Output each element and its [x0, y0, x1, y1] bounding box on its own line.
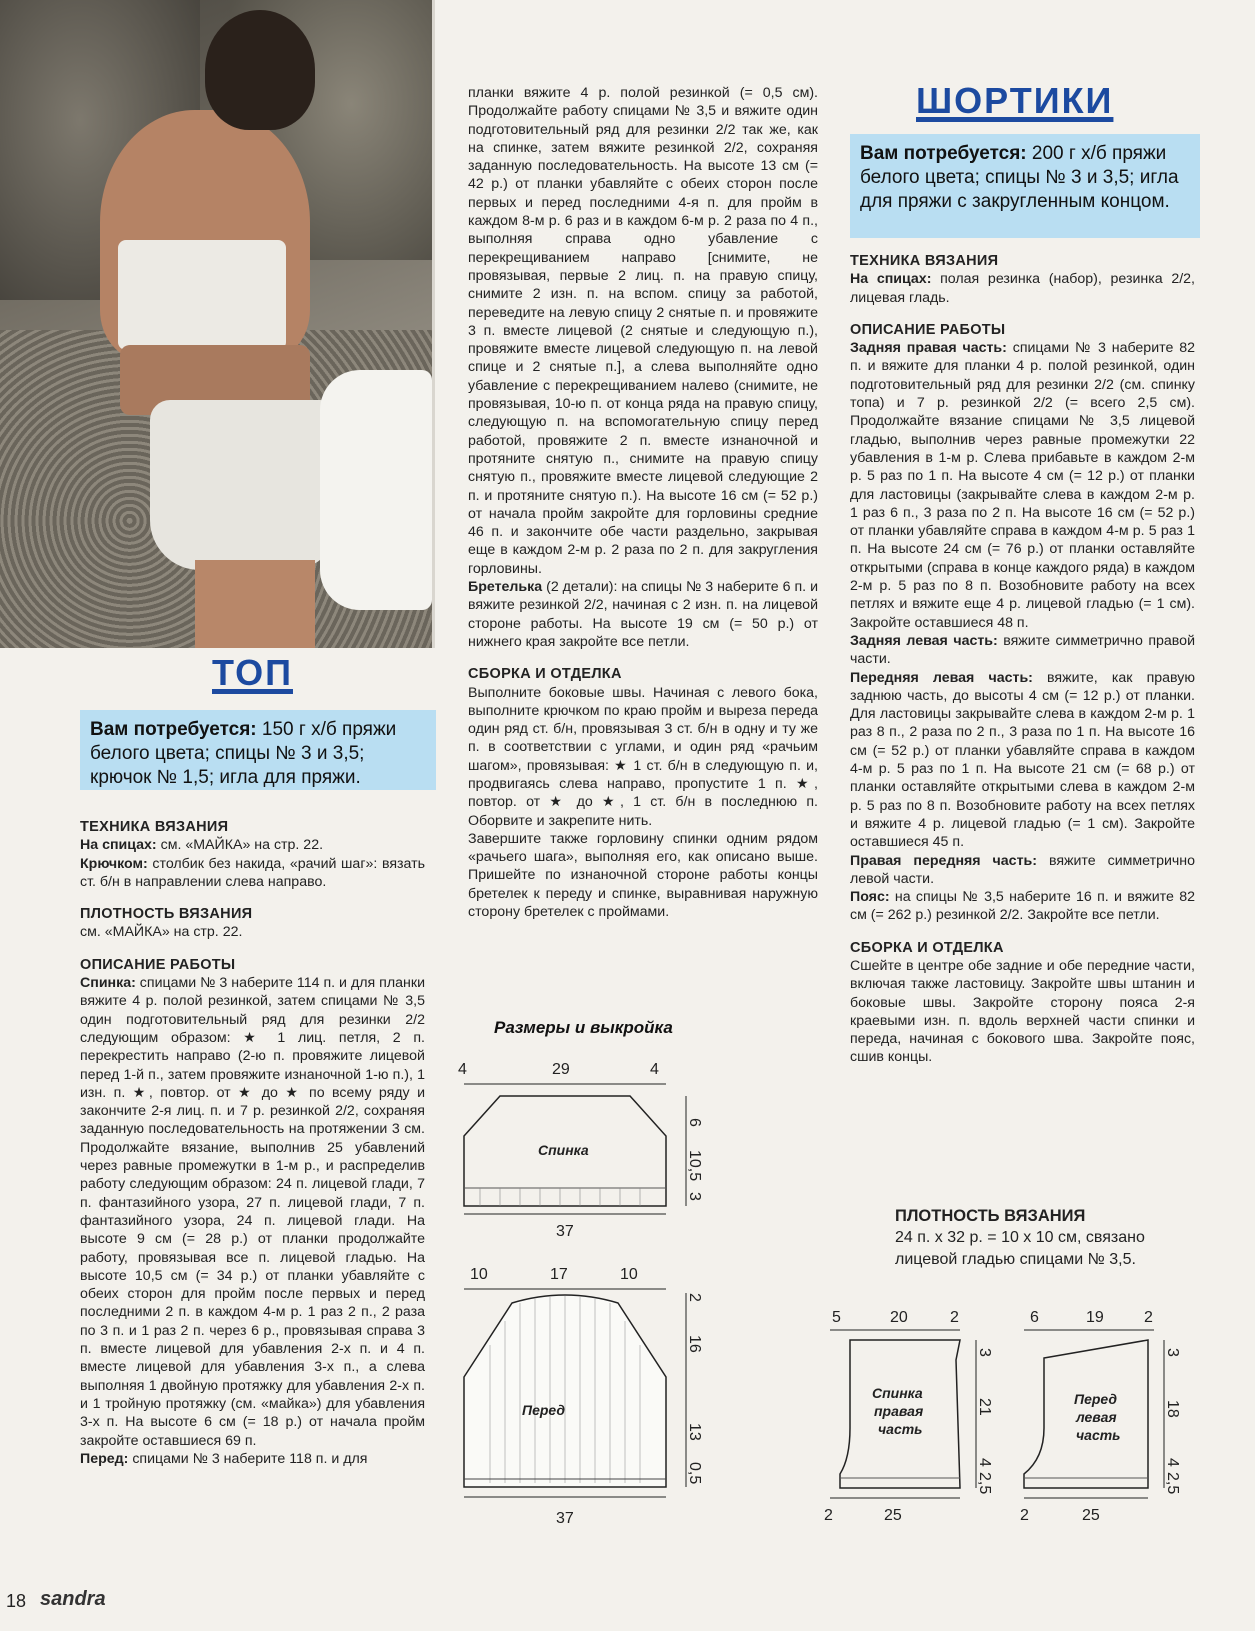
- top-assembly-text-2: Завершите также горловину спинки одним рядом «рачьего шага», выполняя его, как описано выше. Пришейте по изнаночной стороне работы концы бретелек к переду и спинке, выравнивая наружную сторону бретелек с проймами.: [468, 830, 818, 921]
- top-strap-paragraph: Бретелька (2 детали): на спицы № 3 наберите 6 п. и вяжите резинкой 2/2, начиная с 2 изн. п. на лицевой стороне работы. На высоте 19 см (= 50 р.) от нижнего края закройте все петли.: [468, 579, 818, 650]
- dim-top-b: 20: [890, 1309, 908, 1326]
- page-number: 18: [6, 1591, 27, 1611]
- top-assembly-heading: СБОРКА И ОТДЕЛКА: [468, 666, 622, 683]
- shorts-density: [895, 1205, 1195, 1271]
- shorts-needs-text: 200 г х/б пряжи белого цвета; спицы № 3 и 3,5; игла для пряжи с закругленным концом.: [860, 143, 1179, 212]
- front-diagram-label: Перед: [522, 1402, 566, 1418]
- dim-side-a: 6: [686, 1118, 703, 1127]
- dim-top-right: 10: [620, 1266, 638, 1283]
- back-label-1: Спинка: [872, 1385, 923, 1401]
- dim-side-d: 2,5: [1164, 1472, 1181, 1495]
- dim-bottom: 37: [556, 1223, 574, 1240]
- shorts-needs-label: Вам потребуется:: [860, 143, 1027, 164]
- top-density-text: см. «МАЙКА» на стр. 22.: [80, 924, 243, 941]
- top-front-diagram: [450, 1265, 710, 1555]
- dim-side-a: 3: [976, 1348, 993, 1357]
- shorts-back-right: Задняя правая часть: спицами № 3 наберите 82 п. и вяжите для планки 4 р. полой резинкой, один подготовительный ряд для резинки 2/2 (см. спинку топа) и 7 р. резинкой 2/2 (= всего 2,5 см). Продолжайте вязание спицами № 3,5 лицевой гладью, выполнив через равные промежутки 22 убавления в 1-м р. Слева прибавьте в каждом 2-м р. 5 раз по 1 п. На высоте 4 см (= 12 р.) от планки для ластовицы (закрывайте слева в каждом 2-м р. 1 раз 6 п., 3 раза по 2 п. На высоте 16 см (= 52 р.) от планки убавляйте справа в каждом 4-м р. 5 раз 1 п. На высоте 24 см (= 76 р.) от планки оставляйте открытыми (справа в конце каждого ряда) в каждом 2-м р. 5 раз по 8 п. Возобновите работу на всех петлях и вяжите еще 4 р. лицевой гладью (= 1 см). Закройте оставшиеся 48 п.: [850, 340, 1195, 631]
- dim-side-c: 3: [686, 1192, 703, 1201]
- front-label-1: Перед: [1074, 1391, 1118, 1407]
- dim-side-c: 13: [686, 1423, 703, 1441]
- magazine-brand: sandra: [40, 1588, 106, 1610]
- dim-side-b: 21: [976, 1398, 993, 1416]
- dim-top-a: 6: [1030, 1309, 1039, 1326]
- dim-bottom-a: 2: [1020, 1507, 1029, 1524]
- dim-top-c: 2: [1144, 1309, 1153, 1326]
- dim-top-right: 4: [650, 1061, 659, 1078]
- dim-bottom: 37: [556, 1510, 574, 1527]
- top-back-diagram: [450, 1060, 710, 1240]
- shorts-front-left: Передняя левая часть: вяжите, как правую заднюю часть, до высоты 4 см (= 12 р.) от планки. Для ластовицы закрывайте слева в каждом 2-м р. 1 раз 8 п., 2 раза по 2 п., 3 раза по 1 п. На высоте 16 см (= 52 р.) от планки убавляйте справа в каждом 4-м р. 5 раз по 1 п. На высоте 21 см (= 68 р.) от планки оставляйте открытыми слева в каждом 2-м р. 5 раз по 8 п. Возобновите работу на всех петлях и вяжите 4 р. лицевой гладью (= 1 см). Закройте оставшиеся 45 п.: [850, 669, 1195, 851]
- dim-side-a: 3: [1164, 1348, 1181, 1357]
- dim-side-c: 4: [976, 1458, 993, 1467]
- dim-bottom-a: 2: [824, 1507, 833, 1524]
- model-photo: [0, 0, 432, 648]
- top-materials-box: [80, 710, 436, 790]
- top-back-paragraph: Спинка: спицами № 3 наберите 114 п. и для планки вяжите 4 р. полой резинкой, затем спицами № 3,5 один подготовительный ряд для резинки 2/2 следующим образом: ★ 1 лиц. петля, 2 п. перекрестить направо (2-ю п. провяжите лицевой перед 1-й п., затем провяжите изнаночной 1-ю п.), 1 изн. п. ★, повтор. от ★ до ★ по всему ряду и закончите 2-я лиц. п. и 7 р. резинкой 2/2, сохраняя заданную последовательность на протяжении 3 см. Продолжайте вязание, выполнив 25 убавлений через равные промежутки в 1-м р., и распределив работу следующим образом: 24 п. лицевой глади, 7 п. фантазийного узора, 27 п. лицевой глади, 7 п. фантазийного узора, 24 п. лицевой глади. На высоте 9 см (= 28 р.) от планки продолжайте работу, провязывая все п. лицевой гладью. На высоте 10,5 см (= 34 р.) от планки убавляйте с обеих сторон для пройм после первых и перед последними 2 п. в каждом 4-м р. 1 раз 2 п., 2 раза по 3 п. и 1 раз 2 п. через 6 р., провязывая справа 3 п. вместе лицевой для убавления 2-х п. и 4 п. вместе лицевой для убавления 3-х п., а слева выполняя 1 двойную протяжку для убавления 2-х п. и 1 тройную протяжку (см. «майка») для убавления 3-х п. На высоте 6 см (= 18 р.) от начала пройм закройте оставшиеся 69 п.: [80, 975, 425, 1449]
- dim-top-mid: 17: [550, 1266, 568, 1283]
- shorts-density-text: 24 п. х 32 р. = 10 х 10 см, связано лицевой гладью спицами № 3,5.: [895, 1229, 1145, 1268]
- front-label-2: левая: [1076, 1409, 1117, 1425]
- dim-side-b: 18: [1164, 1400, 1181, 1418]
- dim-side-d: 2,5: [976, 1472, 993, 1495]
- shorts-assembly-text: Сшейте в центре обе задние и обе передние части, включая также ластовицу. Закройте швы штанин и боковые швы. Закройте сторону пояса 2-я краевыми изн. п. вдоль верхней части спинки и переда, начиная с бокового шва. Закройте пояс, сшив концы.: [850, 957, 1195, 1066]
- shorts-desc-heading: ОПИСАНИЕ РАБОТЫ: [850, 321, 1006, 338]
- top-needs-text: 150 г х/б пряжи белого цвета; спицы № 3 и 3,5; крючок № 1,5; игла для пряжи.: [90, 719, 397, 788]
- top-tech-hook: Крючком: столбик без накида, «рачий шаг»: вязать ст. б/н в направлении слева направо.: [80, 855, 425, 890]
- shorts-belt: Пояс: на спицы № 3,5 наберите 16 п. и вяжите 82 см (= 262 р.) резинкой 2/2. Закройте все петли.: [850, 889, 1195, 924]
- top-front-continued: планки вяжите 4 р. полой резинкой (= 0,5 см). Продолжайте работу спицами № 3,5 и вяжите один подготовительный ряд для резинки 2/2 так же, как на спинке, затем вяжите резинкой 2/2, сохраняя заданную последовательность. На высоте 13 см (= 42 р.) от планки убавляйте с обеих сторон после первых и перед последними 4-я п. для пройм в каждом 8-м р. 6 раз и в каждом 6-м р. 2 раза по 4 п., выполняя справа одно убавление с перекрещиванием направо [снимите, не провязывая, первые 2 лиц. п. на правую спицу, снимите 2 изн. п. на вспом. спицу за работой, переведите на левую спицу 2 снятые п. и провяжите 3 п. вместе лицевой (2 снятые и следующую п.), провяжите вместе лицевой следующую п. на левой спице и 2 снятые п.], а слева выполняйте одно убавление с перекрещиванием налево (снимите, не провязывая, 10-ю п. от конца ряда на правую спицу, следующую п. на вспомогательную спицу перед работой, провяжите 2 п. вместе изнаночной и протяните снятую п., снимите на правую спицу снятую п., провяжите вместе лицевой следующие 2 п. и протяните снятую п.). На высоте 16 см (= 52 р.) от начала пройм закройте для горловины средние 46 п. и закончите обе части раздельно, закрывая еще в каждом 2-м р. 2 раза по 2 п. для закругления горловины.: [468, 85, 818, 577]
- top-left-column: [80, 818, 425, 1468]
- photo-divider: [432, 0, 435, 648]
- dim-bottom-b: 25: [884, 1507, 902, 1524]
- shorts-materials-box: [850, 134, 1200, 238]
- top-assembly-text: Выполните боковые швы. Начиная с левого бока, выполните крючком по краю пройм и выреза переда один ряд ст. б/н, провязывая 3 ст. б/н в одну и ту же п. в соответствии с углами, и один ряд «рачьим шагом», провязывая: ★ 1 ст. б/н в следующую п. и, продвигаясь слева направо, пропустите 1 п. ★, повтор. от ★ до ★, 1 ст. б/н в последнюю п. Оборвите и закрепите нить.: [468, 684, 818, 829]
- back-label-2: правая: [874, 1403, 924, 1419]
- shorts-back-diagram: [820, 1308, 1020, 1538]
- shorts-density-heading: ПЛОТНОСТЬ ВЯЗАНИЯ: [895, 1207, 1086, 1225]
- top-diagram-caption: Размеры и выкройка: [494, 1018, 673, 1037]
- shorts-back-left: Задняя левая часть: вяжите симметрично правой части.: [850, 632, 1195, 668]
- dim-side-d: 0,5: [686, 1462, 703, 1485]
- top-desc-heading: ОПИСАНИЕ РАБОТЫ: [80, 956, 236, 973]
- shorts-tech-heading: ТЕХНИКА ВЯЗАНИЯ: [850, 253, 999, 269]
- dim-side-b: 16: [686, 1335, 703, 1353]
- dim-top-left: 4: [458, 1061, 467, 1078]
- shorts-title: ШОРТИКИ: [916, 80, 1114, 121]
- top-title: ТОП: [212, 652, 293, 693]
- top-density-heading: ПЛОТНОСТЬ ВЯЗАНИЯ: [80, 906, 253, 923]
- dim-top-a: 5: [832, 1309, 841, 1326]
- dim-top-left: 10: [470, 1266, 488, 1283]
- dim-top-mid: 29: [552, 1061, 570, 1078]
- top-tech-heading: ТЕХНИКА ВЯЗАНИЯ: [80, 819, 229, 835]
- shorts-tech-text: На спицах: полая резинка (набор), резинка 2/2, лицевая гладь.: [850, 271, 1195, 306]
- shorts-front-diagram: [1020, 1308, 1220, 1538]
- shorts-assembly-heading: СБОРКА И ОТДЕЛКА: [850, 939, 1004, 956]
- dim-bottom-b: 25: [1082, 1507, 1100, 1524]
- top-front-paragraph: Перед: спицами № 3 наберите 118 п. и для: [80, 1450, 368, 1467]
- dim-side-b: 10,5: [686, 1150, 703, 1182]
- top-needs-label: Вам потребуется:: [90, 719, 257, 740]
- shorts-column: [850, 252, 1195, 1067]
- back-label-3: часть: [878, 1421, 923, 1437]
- dim-top-c: 2: [950, 1309, 959, 1326]
- back-diagram-label: Спинка: [538, 1142, 589, 1158]
- dim-side-c: 4: [1164, 1458, 1181, 1467]
- shorts-front-right: Правая передняя часть: вяжите симметрично левой части.: [850, 852, 1195, 887]
- top-tech-needles: На спицах: см. «МАЙКА» на стр. 22.: [80, 837, 324, 854]
- dim-top-b: 19: [1086, 1309, 1104, 1326]
- top-middle-column: [468, 84, 818, 921]
- dim-side-a: 2: [686, 1293, 703, 1302]
- front-label-3: часть: [1076, 1427, 1121, 1443]
